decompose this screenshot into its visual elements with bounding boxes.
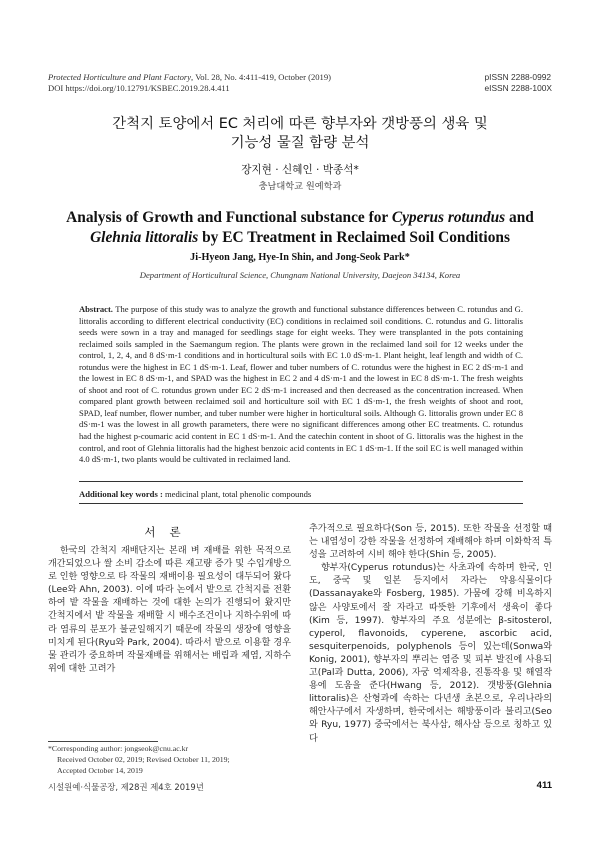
korean-title-line-1: 간척지 토양에서 EC 처리에 따른 향부자와 갯방풍의 생육 및 bbox=[112, 116, 488, 132]
english-title bbox=[60, 208, 540, 248]
body-column-left bbox=[48, 545, 291, 676]
section-heading-introduction: 서론 bbox=[144, 525, 195, 539]
divider-top bbox=[79, 481, 523, 482]
footnote bbox=[48, 744, 230, 776]
keywords bbox=[79, 489, 311, 499]
title-species-2: Glehnia littoralis bbox=[90, 229, 199, 246]
pissn: pISSN 2288-0992 bbox=[484, 72, 552, 82]
received-date: Received October 02, 2019; Revised October 11, 2019; bbox=[57, 754, 230, 764]
eissn: eISSN 2288-100X bbox=[484, 83, 552, 93]
title-part-2: and bbox=[505, 209, 534, 226]
body-column-right bbox=[309, 523, 552, 746]
journal-citation: , Vol. 28, No. 4:411-419, October (2019) bbox=[191, 72, 332, 82]
keywords-text: medicinal plant, total phenolic compounds bbox=[162, 489, 312, 499]
footnote-divider bbox=[48, 741, 158, 742]
keywords-label: Additional key words : bbox=[79, 489, 163, 499]
english-authors: Ji-Hyeon Jang, Hye-In Shin, and Jong-Seok Park* bbox=[190, 252, 410, 263]
journal-header bbox=[48, 72, 331, 94]
doi-link[interactable]: DOI https://doi.org/10.12791/KSBEC.2019.28.4.411 bbox=[48, 83, 230, 93]
journal-name: Protected Horticulture and Plant Factory bbox=[48, 72, 192, 82]
abstract-label: Abstract. bbox=[79, 304, 113, 314]
body-paragraph: 추가적으로 필요하다(Son 등, 2015). 또한 작물을 선정할 때는 내염성이 강한 작물을 선정하여 재배해야 하며 이화학적 특성을 고려하여 시비 해야 한다(Shin 등, 2005). bbox=[309, 524, 552, 561]
korean-title-line-2: 기능성 물질 함량 분석 bbox=[230, 135, 370, 151]
title-part-3: by EC Treatment in Reclaimed Soil Conditions bbox=[198, 229, 510, 246]
abstract bbox=[79, 304, 523, 466]
korean-authors: 장지현 · 신혜인 · 박종석* bbox=[241, 164, 359, 176]
english-affiliation: Department of Horticultural Science, Chungnam National University, Daejeon 34134, Korea bbox=[139, 270, 461, 280]
korean-title bbox=[48, 115, 552, 153]
corresponding-author: *Corresponding author: jongseok@cnu.ac.kr bbox=[48, 744, 189, 753]
body-paragraph: 향부자(Cyperus rotundus)는 사초과에 속하며 한국, 인도, 중국 및 일본 등지에서 자라는 약용식물이다(Dassanayake와 Fosberg, 1985). 가뭄에 강해 비옥하지 않은 사양토에서 잘 자라고 따뜻한 기후에서 생육이 좋다(Kim 등, 1997). 향부자의 주요 성분에는 β-sitosterol, cyperol, flavonoids, cyperene, ascorbic acid, sesquiterpenoids, polyphenols 등이 있는데(Sonwa와 Konig, 2001), 향부자의 뿌리는 염증 및 피부 발진에 사용되고(Pal과 Dutta, 2006), 자궁 억제작용, 진통작용 및 해열작용에 도움을 준다(Hwang 등, 2012). 갯방풍(Glehnia littoralis)은 산형과에 속하는 다년생 초본으로, 우리나라의 해안사구에서 자생하며, 한국에서는 해방풍이라 불리고(Seo와 Ryu, 1977) 중국에서는 북사삼, 해사삼 등으로 칭하고 있다 bbox=[309, 563, 552, 744]
body-paragraph: 한국의 간척지 재배단지는 본래 벼 재배를 위한 목적으로 개간되었으나 쌀 소비 감소에 따른 재고량 증가 및 수입개방으로 인한 영향으로 타 작물의 재배이용 필요성이 대두되어 왔다(Lee와 Ahn, 2003). 이에 따라 논에서 밭으로 간척지를 전환하여 밭 작물을 재배하는 것에 대한 논의가 진행되어 왔지만 간척지에서 밭 작물을 재배할 시 배수조건이나 지하수위에 따라 염류의 분포가 불균일해지기 때문에 작물의 생장에 영향을 미치게 된다(Ryu와 Park, 2004). 따라서 밭으로 이용할 경우 물 관리가 중요하며 작물재배를 위해서는 배립과 제염, 지하수위에 대한 고려가 bbox=[48, 546, 291, 674]
title-species-1: Cyperus rotundus bbox=[391, 209, 506, 226]
divider-bottom bbox=[79, 503, 523, 504]
abstract-text: The purpose of this study was to analyze the growth and functional substance differences between C. rotundus and G. littoralis according to different electrical conductivity (EC) conditions in reclaimed soil conditions. C. rotundus and G. littoralis seeds were sown in a tray and managed for seedlings stage for eight weeks. They were transplanted in the pots containing reclaimed soils sampled in the Saemangum region. The plants were grown in the reclaimed land soil for 12 weeks under the control, 1, 2, 4, and 8 dS·m-1 conditions and in horticultural soils with EC 1.0 dS·m-1. Plant height, leaf length and width of C. rotundus were the highest in EC 1 dS·m-1. Leaf, flower and tuber numbers of C. rotundus were the highest in EC 2 dS·m-1 and the lowest in EC 8 dS·m-1, and SPAD was the highest in EC 2 and 4 dS·m-1 and the lowest in EC 8 dS·m-1. The fresh weights of shoot and root of C. rotundus grown under EC 2 dS·m-1 increased and then decreased as the concentration increased. When compared plant growth between reclaimed soil and horticulture soil with EC 1 dS·m-1, the fresh weights of shoot and root, SPAD, leaf number, flower number, and tuber number were higher in horticultural soils. Although G. littoralis grown under EC 8 dS·m-1 was the lowest in all growth parameters, there were no significant differences among other EC treatments. C. rotundus had the highest p-coumaric acid content in EC 1 dS·m-1. And the catechin content in shoot of G. littoralis was the highest in the control, and root of Glehnia littoralis had the highest benzoic acid contents in EC 1 dS·m-1. If the soil EC is well managed within 4.0 dS·m-1, two plants would be cultivated in reclaimed land. bbox=[79, 304, 523, 465]
title-part-1: Analysis of Growth and Functional substance for bbox=[66, 209, 392, 226]
issn-block bbox=[484, 72, 552, 94]
korean-affiliation: 충남대학교 원예학과 bbox=[258, 181, 342, 192]
page-number: 411 bbox=[536, 780, 552, 791]
footer-journal: 시설원예·식물공장, 제28권 제4호 2019년 bbox=[48, 782, 204, 792]
accepted-date: Accepted October 14, 2019 bbox=[57, 765, 143, 775]
